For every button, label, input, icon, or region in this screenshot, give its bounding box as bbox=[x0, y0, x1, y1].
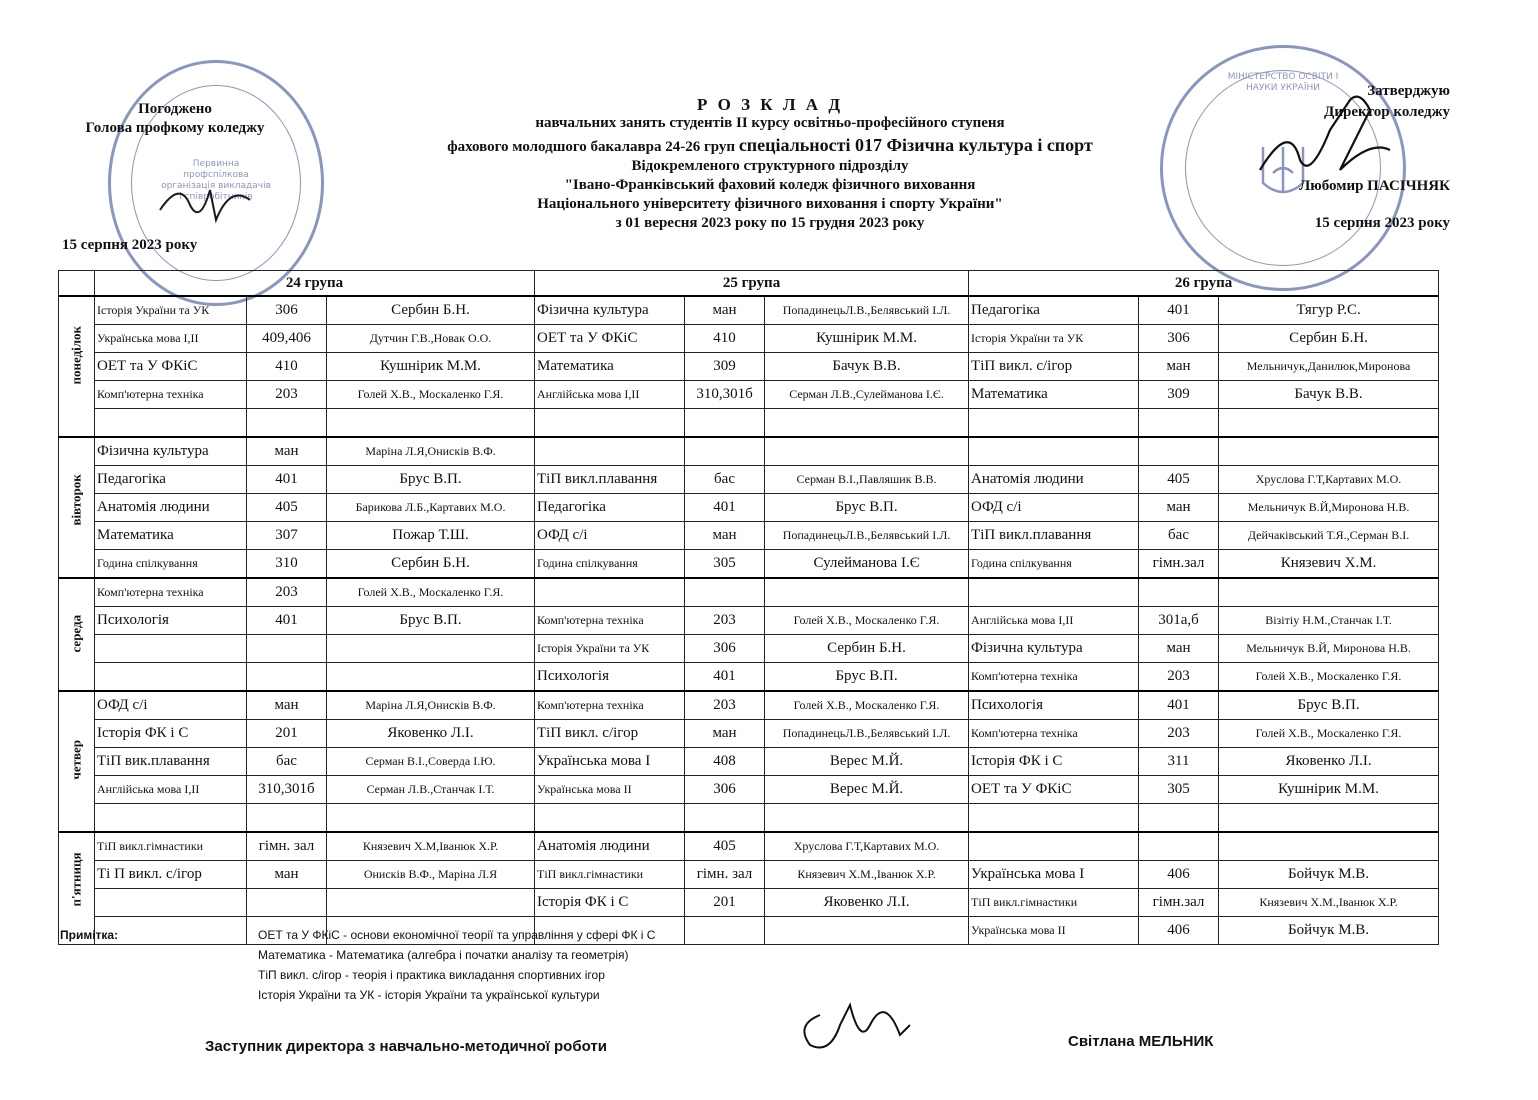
day-label-cell bbox=[59, 578, 95, 691]
subject-cell: Комп'ютерна техніка bbox=[95, 578, 247, 607]
teacher-cell: Яковенко Л.І. bbox=[765, 889, 969, 917]
room-cell: 203 bbox=[685, 691, 765, 720]
schedule-row bbox=[59, 720, 1439, 748]
teacher-cell: Бойчук М.В. bbox=[1219, 917, 1439, 945]
teacher-cell: Сербин Б.Н. bbox=[1219, 325, 1439, 353]
teacher-cell: Кушнірик М.М. bbox=[1219, 776, 1439, 804]
teacher-cell bbox=[1219, 437, 1439, 466]
room-cell: бас bbox=[1139, 522, 1219, 550]
schedule-row bbox=[59, 409, 1439, 438]
room-cell: 406 bbox=[1139, 861, 1219, 889]
room-cell: 409,406 bbox=[247, 325, 327, 353]
teacher-cell bbox=[1219, 832, 1439, 861]
teacher-cell: Голей Х.В., Москаленко Г.Я. bbox=[327, 381, 535, 409]
subject-cell: ТіП викл. с/ігор bbox=[969, 353, 1139, 381]
room-cell: 310 bbox=[247, 550, 327, 579]
schedule-row bbox=[59, 889, 1439, 917]
teacher-cell bbox=[765, 437, 969, 466]
room-cell bbox=[685, 917, 765, 945]
subject-cell: Педагогіка bbox=[535, 494, 685, 522]
schedule-title-block bbox=[330, 95, 1210, 233]
subject-cell bbox=[535, 578, 685, 607]
subject-cell: ТіП викл.гімнастики bbox=[95, 832, 247, 861]
union-head-signature bbox=[150, 170, 260, 230]
teacher-cell bbox=[1219, 409, 1439, 438]
subject-cell bbox=[535, 437, 685, 466]
room-cell: 203 bbox=[247, 381, 327, 409]
room-cell: 401 bbox=[685, 494, 765, 522]
schedule-row bbox=[59, 663, 1439, 692]
room-cell: гімн.зал bbox=[1139, 889, 1219, 917]
day-label-cell bbox=[59, 296, 95, 437]
teacher-cell: Брус В.П. bbox=[765, 494, 969, 522]
room-cell bbox=[247, 635, 327, 663]
teacher-cell bbox=[327, 663, 535, 692]
room-cell: 203 bbox=[1139, 663, 1219, 692]
teacher-cell bbox=[327, 889, 535, 917]
schedule-row bbox=[59, 494, 1439, 522]
schedule-row bbox=[59, 550, 1439, 579]
room-cell bbox=[247, 663, 327, 692]
teacher-cell: Голей Х.В., Москаленко Г.Я. bbox=[327, 578, 535, 607]
subject-cell: Історія України та УК bbox=[95, 296, 247, 325]
subject-cell: Українська мова І bbox=[535, 748, 685, 776]
day-label-cell bbox=[59, 691, 95, 832]
day-label: понеділок bbox=[68, 325, 84, 384]
approval-left-date: 15 серпня 2023 року bbox=[62, 237, 198, 253]
room-cell: 201 bbox=[247, 720, 327, 748]
subject-cell: Українська мова І,ІІ bbox=[95, 325, 247, 353]
subject-cell: ОФД с/і bbox=[535, 522, 685, 550]
day-label: четвер bbox=[68, 739, 84, 779]
teacher-cell: Сербин Б.Н. bbox=[327, 296, 535, 325]
group-25-header: 25 група bbox=[535, 271, 969, 297]
subject-cell: Анатомія людини bbox=[969, 466, 1139, 494]
room-cell: 301а,б bbox=[1139, 607, 1219, 635]
teacher-cell bbox=[327, 804, 535, 833]
room-cell: ман bbox=[1139, 494, 1219, 522]
room-cell bbox=[247, 804, 327, 833]
title-line-4: "Івано-Франківський фаховий коледж фізичного виховання bbox=[564, 177, 976, 193]
subject-cell: ТіП викл.плавання bbox=[969, 522, 1139, 550]
title-line-2a: фахового молодшого бакалавра 24-26 груп bbox=[447, 139, 736, 155]
schedule-row bbox=[59, 776, 1439, 804]
teacher-cell bbox=[765, 409, 969, 438]
schedule-row bbox=[59, 635, 1439, 663]
approval-right-heading: Затверджую bbox=[1367, 83, 1450, 99]
schedule-row bbox=[59, 381, 1439, 409]
teacher-cell: Мельничук,Данилюк,Миронова bbox=[1219, 353, 1439, 381]
teacher-cell bbox=[327, 635, 535, 663]
schedule-row bbox=[59, 804, 1439, 833]
room-cell: ман bbox=[685, 720, 765, 748]
subject-cell: Психологія bbox=[95, 607, 247, 635]
teacher-cell: Тягур Р.С. bbox=[1219, 296, 1439, 325]
room-cell: 305 bbox=[1139, 776, 1219, 804]
schedule-row bbox=[59, 522, 1439, 550]
room-cell: 405 bbox=[1139, 466, 1219, 494]
teacher-cell: ПопадинецьЛ.В.,Белявський І.Л. bbox=[765, 522, 969, 550]
subject-cell: Година спілкування bbox=[535, 550, 685, 579]
subject-cell: ТіП викл.гімнастики bbox=[969, 889, 1139, 917]
teacher-cell: Голей Х.В., Москаленко Г.Я. bbox=[765, 607, 969, 635]
subject-cell: ТіП викл.гімнастики bbox=[535, 861, 685, 889]
room-cell bbox=[685, 437, 765, 466]
approval-right-position: Директор коледжу bbox=[1324, 104, 1450, 120]
room-cell: 306 bbox=[247, 296, 327, 325]
subject-cell bbox=[95, 804, 247, 833]
note-line: ОЕТ та У ФКіС - основи економічної теорії та управління у сфері ФК і С bbox=[258, 928, 656, 942]
subject-cell bbox=[95, 889, 247, 917]
room-cell bbox=[1139, 578, 1219, 607]
teacher-cell: Дутчин Г.В.,Новак О.О. bbox=[327, 325, 535, 353]
room-cell: 310,301б bbox=[247, 776, 327, 804]
union-stamp-text: Первинна профспілкова організація викладачів і співробітників bbox=[161, 159, 271, 202]
subject-cell: Математика bbox=[535, 353, 685, 381]
teacher-cell: Князевич Х.М. bbox=[1219, 550, 1439, 579]
teacher-cell: Серман В.І.,Павляшик В.В. bbox=[765, 466, 969, 494]
room-cell: 309 bbox=[1139, 381, 1219, 409]
subject-cell bbox=[95, 635, 247, 663]
room-cell: ман bbox=[685, 522, 765, 550]
group-26-header: 26 група bbox=[969, 271, 1439, 297]
teacher-cell: Голей Х.В., Москаленко Г.Я. bbox=[1219, 720, 1439, 748]
subject-cell: Історія ФК і С bbox=[969, 748, 1139, 776]
room-cell bbox=[247, 889, 327, 917]
teacher-cell: Князевич Х.М.,Іванюк Х.Р. bbox=[1219, 889, 1439, 917]
subject-cell: Комп'ютерна техніка bbox=[969, 720, 1139, 748]
subject-cell: Педагогіка bbox=[969, 296, 1139, 325]
subject-cell bbox=[535, 409, 685, 438]
subject-cell bbox=[969, 832, 1139, 861]
subject-cell bbox=[969, 437, 1139, 466]
subject-cell: Педагогіка bbox=[95, 466, 247, 494]
approval-left-position: Голова профкому коледжу bbox=[85, 120, 265, 136]
subject-cell: Англійська мова І,ІІ bbox=[535, 381, 685, 409]
group-24-header: 24 група bbox=[95, 271, 535, 297]
room-cell bbox=[1139, 437, 1219, 466]
schedule-body bbox=[59, 296, 1439, 945]
teacher-cell: Хруслова Г.Т,Картавих М.О. bbox=[1219, 466, 1439, 494]
subject-cell bbox=[969, 804, 1139, 833]
subject-cell: Комп'ютерна техніка bbox=[535, 607, 685, 635]
room-cell: ман bbox=[247, 691, 327, 720]
teacher-cell: Бойчук М.В. bbox=[1219, 861, 1439, 889]
subject-cell: Історія України та УК bbox=[969, 325, 1139, 353]
schedule-row bbox=[59, 353, 1439, 381]
teacher-cell: Барикова Л.Б.,Картавих М.О. bbox=[327, 494, 535, 522]
teacher-cell: Онисків В.Ф., Маріна Л.Я bbox=[327, 861, 535, 889]
subject-cell: Комп'ютерна техніка bbox=[95, 381, 247, 409]
room-cell: бас bbox=[247, 748, 327, 776]
teacher-cell bbox=[765, 578, 969, 607]
room-cell: 405 bbox=[685, 832, 765, 861]
room-cell: ман bbox=[247, 861, 327, 889]
approval-left-heading: Погоджено bbox=[138, 101, 212, 117]
teacher-cell bbox=[765, 917, 969, 945]
teacher-cell: Серман В.І.,Соверда І.Ю. bbox=[327, 748, 535, 776]
subject-cell: Англійська мова І,ІІ bbox=[969, 607, 1139, 635]
schedule-row bbox=[59, 466, 1439, 494]
subject-cell: Комп'ютерна техніка bbox=[969, 663, 1139, 692]
schedule-table bbox=[58, 270, 1439, 945]
schedule-row bbox=[59, 691, 1439, 720]
subject-cell: Історія ФК і С bbox=[535, 889, 685, 917]
room-cell: 410 bbox=[685, 325, 765, 353]
note-line: Історія України та УК - історія України та української культури bbox=[258, 988, 600, 1002]
subject-cell: Математика bbox=[969, 381, 1139, 409]
teacher-cell: Серман Л.В.,Сулейманова І.Є. bbox=[765, 381, 969, 409]
subject-cell bbox=[535, 804, 685, 833]
teacher-cell: Маріна Л.Я,Онисків В.Ф. bbox=[327, 437, 535, 466]
subject-cell: Англійська мова І,ІІ bbox=[95, 776, 247, 804]
subject-cell: Психологія bbox=[969, 691, 1139, 720]
teacher-cell: Князевич Х.М.,Іванюк Х.Р. bbox=[765, 861, 969, 889]
teacher-cell: Бачук В.В. bbox=[765, 353, 969, 381]
subject-cell: ТіП викл.плавання bbox=[535, 466, 685, 494]
room-cell: 410 bbox=[247, 353, 327, 381]
subject-cell: Фізична культура bbox=[535, 296, 685, 325]
subject-cell: Анатомія людини bbox=[95, 494, 247, 522]
schedule-heading: Р О З К Л А Д bbox=[696, 95, 844, 114]
note-line: Математика - Математика (алгебра і початки аналізу та геометрія) bbox=[258, 948, 629, 962]
subject-cell: Комп'ютерна техніка bbox=[535, 691, 685, 720]
subject-cell: ОЕТ та У ФКіС bbox=[969, 776, 1139, 804]
subject-cell: Година спілкування bbox=[95, 550, 247, 579]
teacher-cell: Верес М.Й. bbox=[765, 776, 969, 804]
note-line: ТіП викл. с/ігор - теорія і практика викладання спортивних ігор bbox=[258, 968, 605, 982]
subject-cell: Історія ФК і С bbox=[95, 720, 247, 748]
teacher-cell: Мельничук В.Й, Миронова Н.В. bbox=[1219, 635, 1439, 663]
teacher-cell: Маріна Л.Я,Онисків В.Ф. bbox=[327, 691, 535, 720]
teacher-cell bbox=[327, 409, 535, 438]
room-cell: 306 bbox=[1139, 325, 1219, 353]
subject-cell bbox=[969, 578, 1139, 607]
subject-cell: Година спілкування bbox=[969, 550, 1139, 579]
title-line-1: навчальних занять студентів ІІ курсу освітньо-професійного ступеня bbox=[535, 115, 1005, 131]
teacher-cell bbox=[765, 804, 969, 833]
room-cell: 306 bbox=[685, 776, 765, 804]
subject-cell: Математика bbox=[95, 522, 247, 550]
subject-cell bbox=[969, 409, 1139, 438]
room-cell: 406 bbox=[1139, 917, 1219, 945]
schedule-row bbox=[59, 325, 1439, 353]
room-cell: 405 bbox=[247, 494, 327, 522]
subject-cell: Анатомія людини bbox=[535, 832, 685, 861]
teacher-cell: Брус В.П. bbox=[1219, 691, 1439, 720]
teacher-cell bbox=[1219, 578, 1439, 607]
room-cell bbox=[1139, 409, 1219, 438]
subject-cell: Фізична культура bbox=[95, 437, 247, 466]
teacher-cell: Пожар Т.Ш. bbox=[327, 522, 535, 550]
teacher-cell: ПопадинецьЛ.В.,Белявський І.Л. bbox=[765, 296, 969, 325]
room-cell: 201 bbox=[685, 889, 765, 917]
title-line-5: Національного університету фізичного виховання і спорту України" bbox=[537, 196, 1003, 212]
subject-cell: Українська мова І bbox=[969, 861, 1139, 889]
room-cell: 401 bbox=[685, 663, 765, 692]
day-label: п'ятниця bbox=[68, 851, 84, 906]
room-cell: 401 bbox=[247, 607, 327, 635]
subject-cell: Історія України та УК bbox=[535, 635, 685, 663]
room-cell bbox=[685, 409, 765, 438]
teacher-cell: Мельничук В.Й,Миронова Н.В. bbox=[1219, 494, 1439, 522]
director-name: Любомир ПАСІЧНЯК bbox=[1299, 178, 1450, 194]
schedule-row bbox=[59, 437, 1439, 466]
subject-cell: ОЕТ та У ФКіС bbox=[95, 353, 247, 381]
teacher-cell: Голей Х.В., Москаленко Г.Я. bbox=[765, 691, 969, 720]
subject-cell bbox=[95, 409, 247, 438]
room-cell: 203 bbox=[247, 578, 327, 607]
teacher-cell: Дейчаківський Т.Я.,Серман В.І. bbox=[1219, 522, 1439, 550]
corner-cell bbox=[59, 271, 95, 297]
schedule-row bbox=[59, 748, 1439, 776]
director-signature bbox=[1240, 80, 1400, 190]
group-header-row bbox=[59, 271, 1439, 297]
teacher-cell: Яковенко Л.І. bbox=[1219, 748, 1439, 776]
room-cell: 307 bbox=[247, 522, 327, 550]
notes-label: Примітка: bbox=[60, 928, 119, 942]
schedule-row bbox=[59, 861, 1439, 889]
subject-cell: ОФД с/і bbox=[95, 691, 247, 720]
teacher-cell: Голей Х.В., Москаленко Г.Я. bbox=[1219, 663, 1439, 692]
room-cell: гімн. зал bbox=[685, 861, 765, 889]
room-cell bbox=[685, 578, 765, 607]
teacher-cell: Кушнірик М.М. bbox=[765, 325, 969, 353]
room-cell: 311 bbox=[1139, 748, 1219, 776]
subject-cell: ОФД с/і bbox=[969, 494, 1139, 522]
room-cell: ман bbox=[685, 296, 765, 325]
title-specialty: спеціальності 017 Фізична культура і спорт bbox=[738, 135, 1093, 155]
schedule-row bbox=[59, 607, 1439, 635]
schedule-row bbox=[59, 296, 1439, 325]
college-seal-text: МІНІСТЕРСТВО ОСВІТИ І НАУКИ УКРАЇНИ bbox=[1227, 72, 1339, 93]
teacher-cell: Брус В.П. bbox=[327, 607, 535, 635]
teacher-cell: Сербин Б.Н. bbox=[765, 635, 969, 663]
room-cell: ман bbox=[247, 437, 327, 466]
teacher-cell: Сулейманова І.Є bbox=[765, 550, 969, 579]
room-cell: 408 bbox=[685, 748, 765, 776]
subject-cell: ТіП викл. с/ігор bbox=[535, 720, 685, 748]
subject-cell: Ті П викл. с/ігор bbox=[95, 861, 247, 889]
teacher-cell bbox=[1219, 804, 1439, 833]
teacher-cell: Кушнірик М.М. bbox=[327, 353, 535, 381]
deputy-director-name: Світлана МЕЛЬНИК bbox=[1068, 1033, 1214, 1050]
room-cell: бас bbox=[685, 466, 765, 494]
day-label: середа bbox=[68, 614, 84, 652]
teacher-cell: Сербин Б.Н. bbox=[327, 550, 535, 579]
schedule-row bbox=[59, 578, 1439, 607]
room-cell bbox=[1139, 804, 1219, 833]
room-cell: 401 bbox=[1139, 296, 1219, 325]
approval-right-date: 15 серпня 2023 року bbox=[1314, 215, 1450, 231]
subject-cell bbox=[95, 663, 247, 692]
room-cell: ман bbox=[1139, 635, 1219, 663]
room-cell: 309 bbox=[685, 353, 765, 381]
room-cell: гімн.зал bbox=[1139, 550, 1219, 579]
teacher-cell: Верес М.Й. bbox=[765, 748, 969, 776]
teacher-cell: Серман Л.В.,Станчак І.Т. bbox=[327, 776, 535, 804]
teacher-cell: Князевич Х.М,Іванюк Х.Р. bbox=[327, 832, 535, 861]
subject-cell: ОЕТ та У ФКіС bbox=[535, 325, 685, 353]
teacher-cell: Брус В.П. bbox=[327, 466, 535, 494]
room-cell: 306 bbox=[685, 635, 765, 663]
teacher-cell: Бачук В.В. bbox=[1219, 381, 1439, 409]
day-label-cell bbox=[59, 437, 95, 578]
title-line-6: з 01 вересня 2023 року по 15 грудня 2023 року bbox=[615, 215, 925, 231]
teacher-cell: Яковенко Л.І. bbox=[327, 720, 535, 748]
teacher-cell: Брус В.П. bbox=[765, 663, 969, 692]
teacher-cell: Візітіу Н.М.,Станчак І.Т. bbox=[1219, 607, 1439, 635]
schedule-row bbox=[59, 832, 1439, 861]
room-cell: гімн. зал bbox=[247, 832, 327, 861]
deputy-director-role: Заступник директора з навчально-методичної роботи bbox=[205, 1038, 607, 1055]
room-cell: 203 bbox=[685, 607, 765, 635]
room-cell bbox=[685, 804, 765, 833]
subject-cell: Фізична культура bbox=[969, 635, 1139, 663]
room-cell: 305 bbox=[685, 550, 765, 579]
room-cell bbox=[247, 409, 327, 438]
title-line-3: Відокремленого структурного підрозділу bbox=[631, 158, 909, 174]
subject-cell: ТіП вик.плавання bbox=[95, 748, 247, 776]
day-label: вівторок bbox=[68, 473, 84, 525]
room-cell: ман bbox=[1139, 353, 1219, 381]
subject-cell: Психологія bbox=[535, 663, 685, 692]
subject-cell: Українська мова ІІ bbox=[969, 917, 1139, 945]
room-cell: 401 bbox=[1139, 691, 1219, 720]
room-cell: 310,301б bbox=[685, 381, 765, 409]
deputy-signature bbox=[790, 985, 920, 1065]
teacher-cell: Хруслова Г.Т,Картавих М.О. bbox=[765, 832, 969, 861]
room-cell: 203 bbox=[1139, 720, 1219, 748]
room-cell bbox=[1139, 832, 1219, 861]
room-cell: 401 bbox=[247, 466, 327, 494]
teacher-cell: ПопадинецьЛ.В.,Белявський І.Л. bbox=[765, 720, 969, 748]
subject-cell: Українська мова ІІ bbox=[535, 776, 685, 804]
